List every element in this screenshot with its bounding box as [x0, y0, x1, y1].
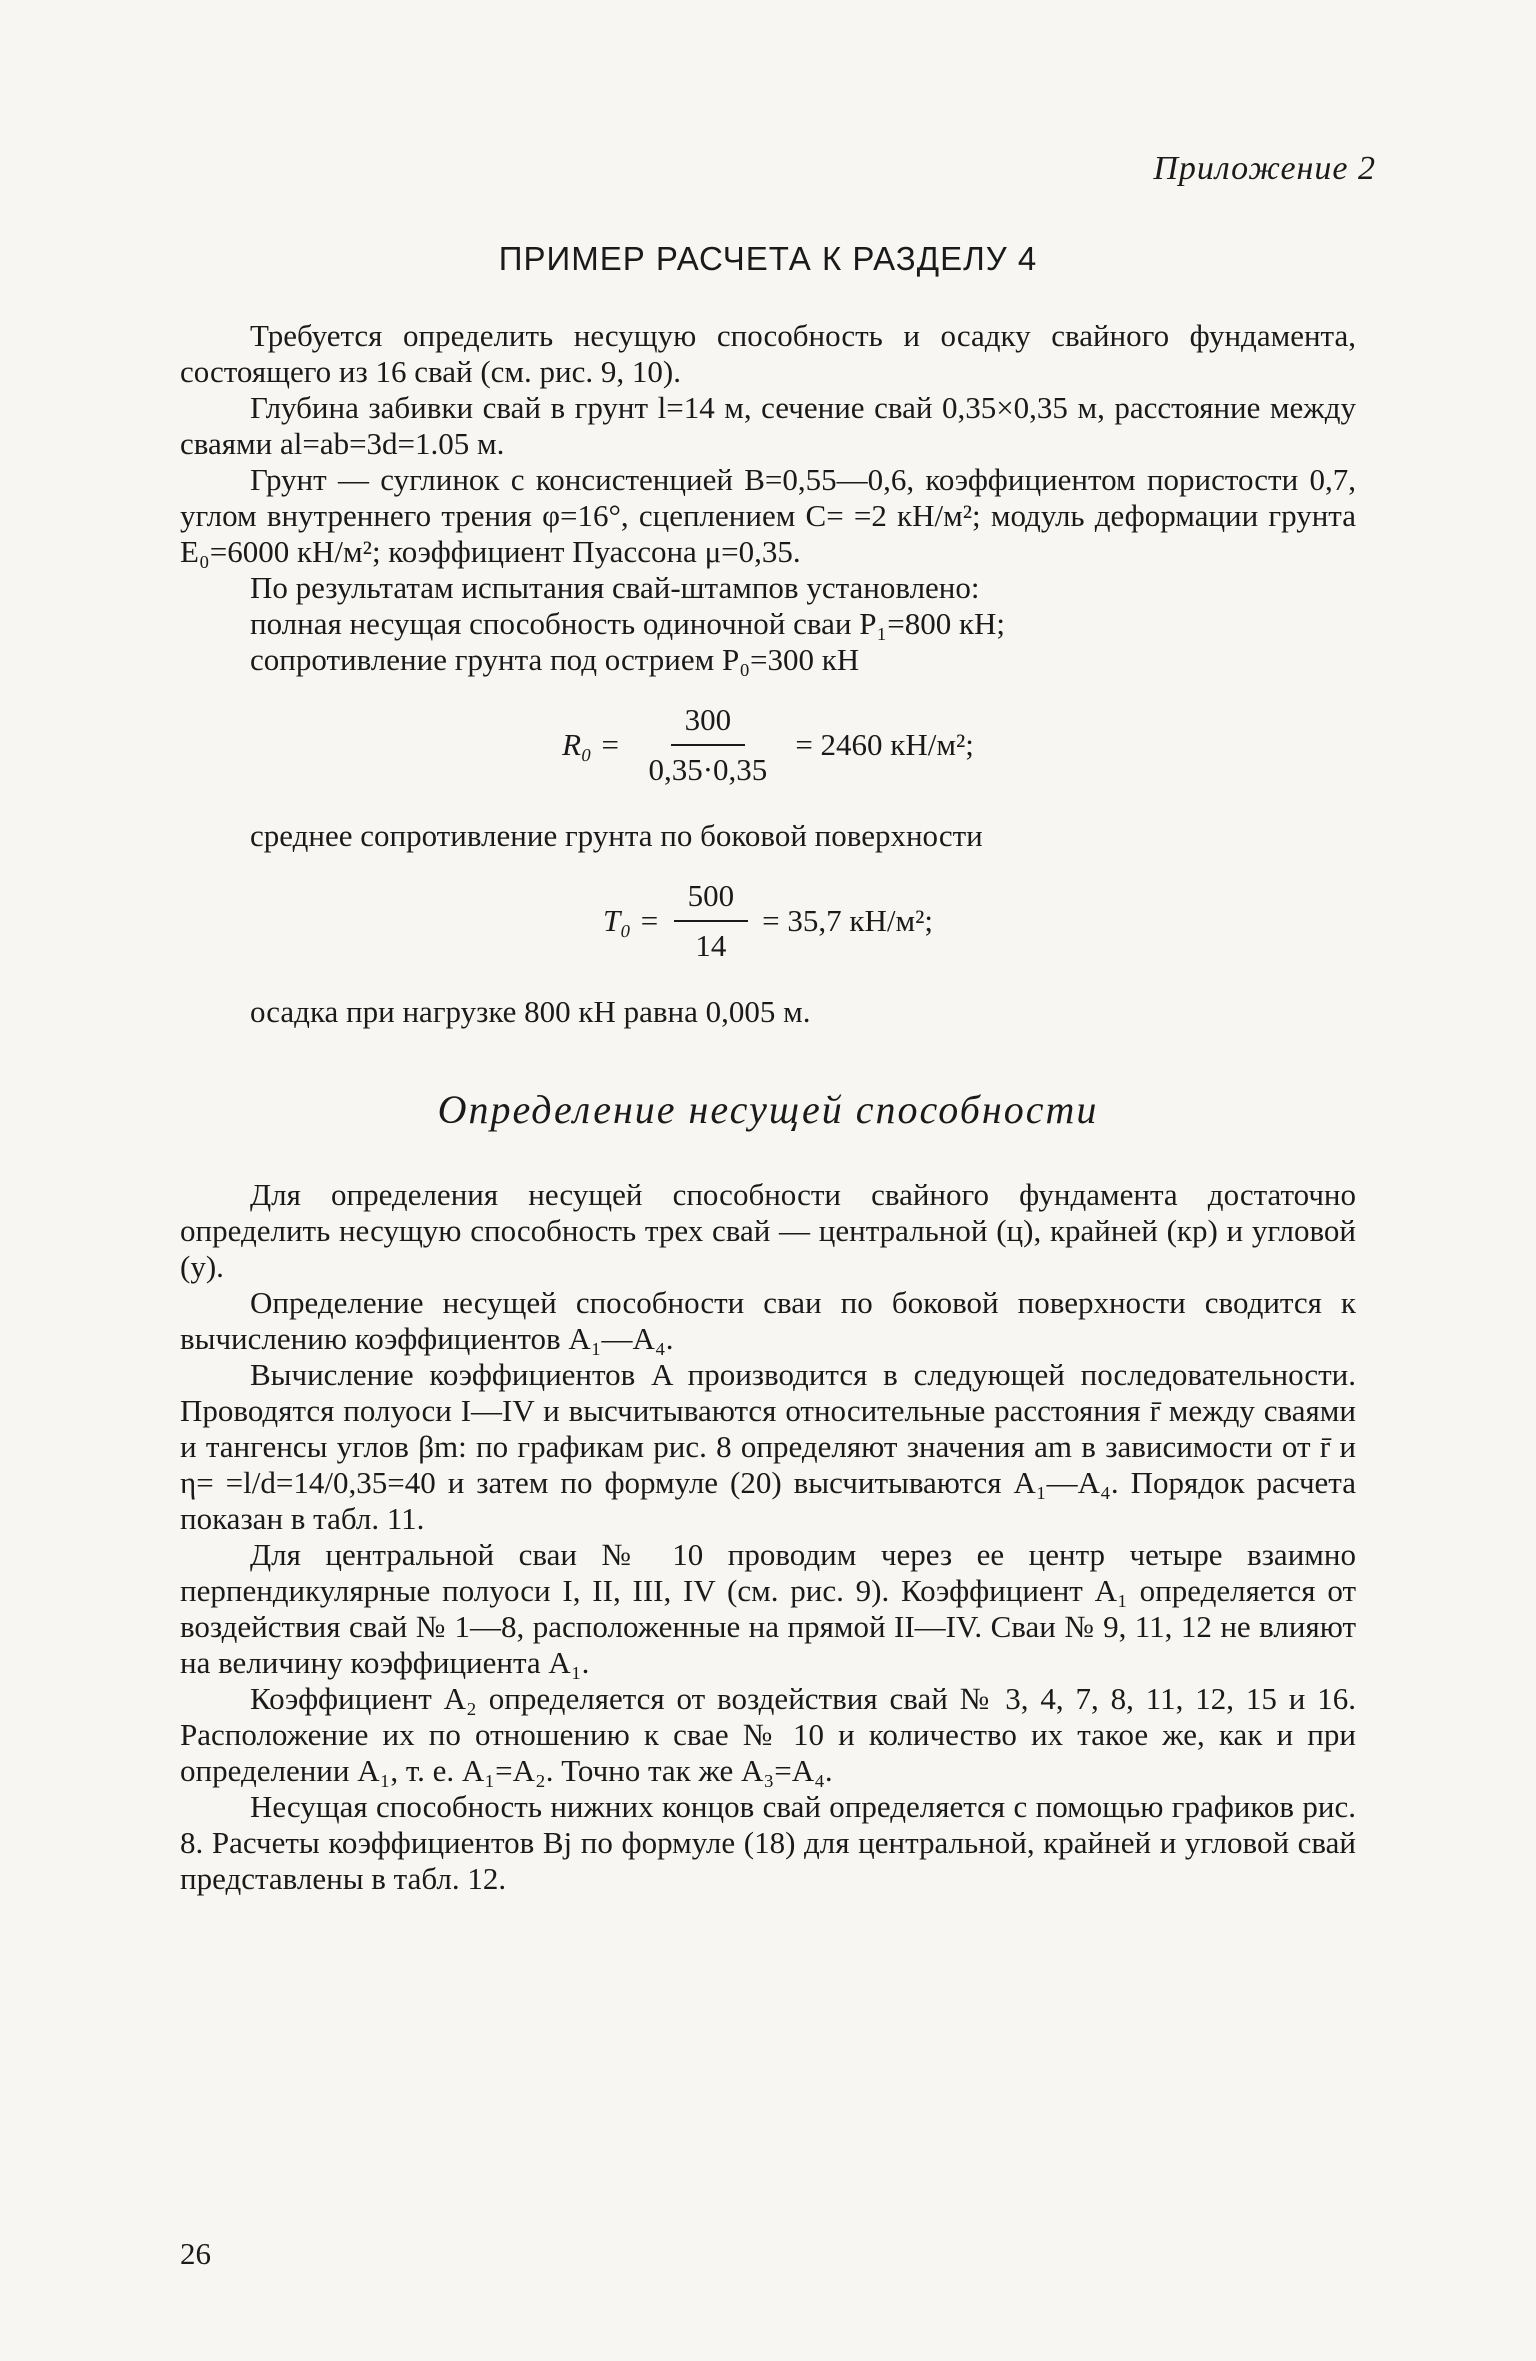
page-heading: ПРИМЕР РАСЧЕТА К РАЗДЕЛУ 4 — [498, 240, 1038, 277]
formula-t0-fraction — [674, 878, 749, 964]
formula-r0-numerator: 300 — [671, 702, 746, 746]
formula-r0-rhs: = 2460 кН/м²; — [795, 727, 974, 762]
intro-paragraph-3: Грунт — суглинок с консистенцией B=0,55—0,6, коэффициентом пористости 0,7, углом внутреннего трения φ=16°, сцеплением C= =2 кН/м²; модуль деформации грунта E₀=6000 кН/м²; коэффициент Пуассона μ=0,35. — [180, 462, 1356, 569]
settlement-line: осадка при нагрузке 800 кН равна 0,005 м. — [250, 994, 811, 1029]
intro-paragraph-2: Глубина забивки свай в грунт l=14 м, сечение свай 0,35×0,35 м, расстояние между сваями al=ab=3d=1.05 м. — [180, 390, 1356, 461]
body-paragraph-3: Вычисление коэффициентов A производится в следующей последовательности. Проводятся полуоси I—IV и высчитываются относительные расстояния r̄ между сваями и тангенсы углов βm: по графикам рис. 8 определяют значения am в зависимости от r̄ и η= =l/d=14/0,35=40 и затем по формуле (20) высчитываются A₁—A₄. Порядок расчета показан в табл. 11. — [180, 1357, 1356, 1536]
side-resistance-line: среднее сопротивление грунта по боковой поверхности — [250, 818, 983, 853]
formula-t0-denominator: 14 — [695, 928, 727, 963]
formula-t0 — [180, 878, 1356, 964]
page-number: 26 — [180, 2236, 211, 2271]
formula-r0-denominator: 0,35·0,35 — [648, 752, 768, 787]
formula-t0-numerator: 500 — [674, 878, 749, 922]
body-paragraph-1: Для определения несущей способности свайного фундамента достаточно определить несущую способность трех свай — центральной (ц), крайней (кр) и угловой (у). — [180, 1177, 1356, 1284]
formula-r0 — [180, 702, 1356, 788]
test-line-2: сопротивление грунта под острием P₀=300 кН — [250, 642, 860, 677]
body-paragraph-6: Несущая способность нижних концов свай определяется с помощью графиков рис. 8. Расчеты коэффициентов Bj по формуле (18) для центральной, крайней и угловой свай представлены в табл. 12. — [180, 1789, 1356, 1896]
formula-t0-lhs: T₀ = — [602, 903, 660, 938]
body-paragraph-2: Определение несущей способности сваи по боковой поверхности сводится к вычислению коэффициентов A₁—A₄. — [180, 1285, 1356, 1356]
appendix-label: Приложение 2 — [1153, 150, 1376, 187]
section-title: Определение несущей способности — [437, 1087, 1099, 1132]
formula-r0-lhs: R₀ = — [562, 727, 621, 762]
test-line-1: полная несущая способность одиночной сваи P₁=800 кН; — [250, 606, 1006, 641]
formula-t0-rhs: = 35,7 кН/м²; — [762, 903, 933, 938]
body-paragraph-4: Для центральной сваи № 10 проводим через ее центр четыре взаимно перпендикулярные полуоси I, II, III, IV (см. рис. 9). Коэффициент A₁ определяется от воздействия свай № 1—8, расположенные на прямой II—IV. Сваи № 9, 11, 12 не влияют на величину коэффициента A₁. — [180, 1537, 1356, 1680]
body-paragraph-5: Коэффициент A₂ определяется от воздействия свай № 3, 4, 7, 8, 11, 12, 15 и 16. Расположение их по отношению к свае № 10 и количество их такое же, как и при определении A₁, т. е. A₁=A₂. Точно так же A₃=A₄. — [180, 1681, 1356, 1788]
formula-r0-fraction — [634, 702, 781, 788]
intro-paragraph-4: По результатам испытания свай-штампов установлено: — [250, 570, 980, 605]
intro-paragraph-1: Требуется определить несущую способность и осадку свайного фундамента, состоящего из 16 свай (см. рис. 9, 10). — [180, 318, 1356, 389]
